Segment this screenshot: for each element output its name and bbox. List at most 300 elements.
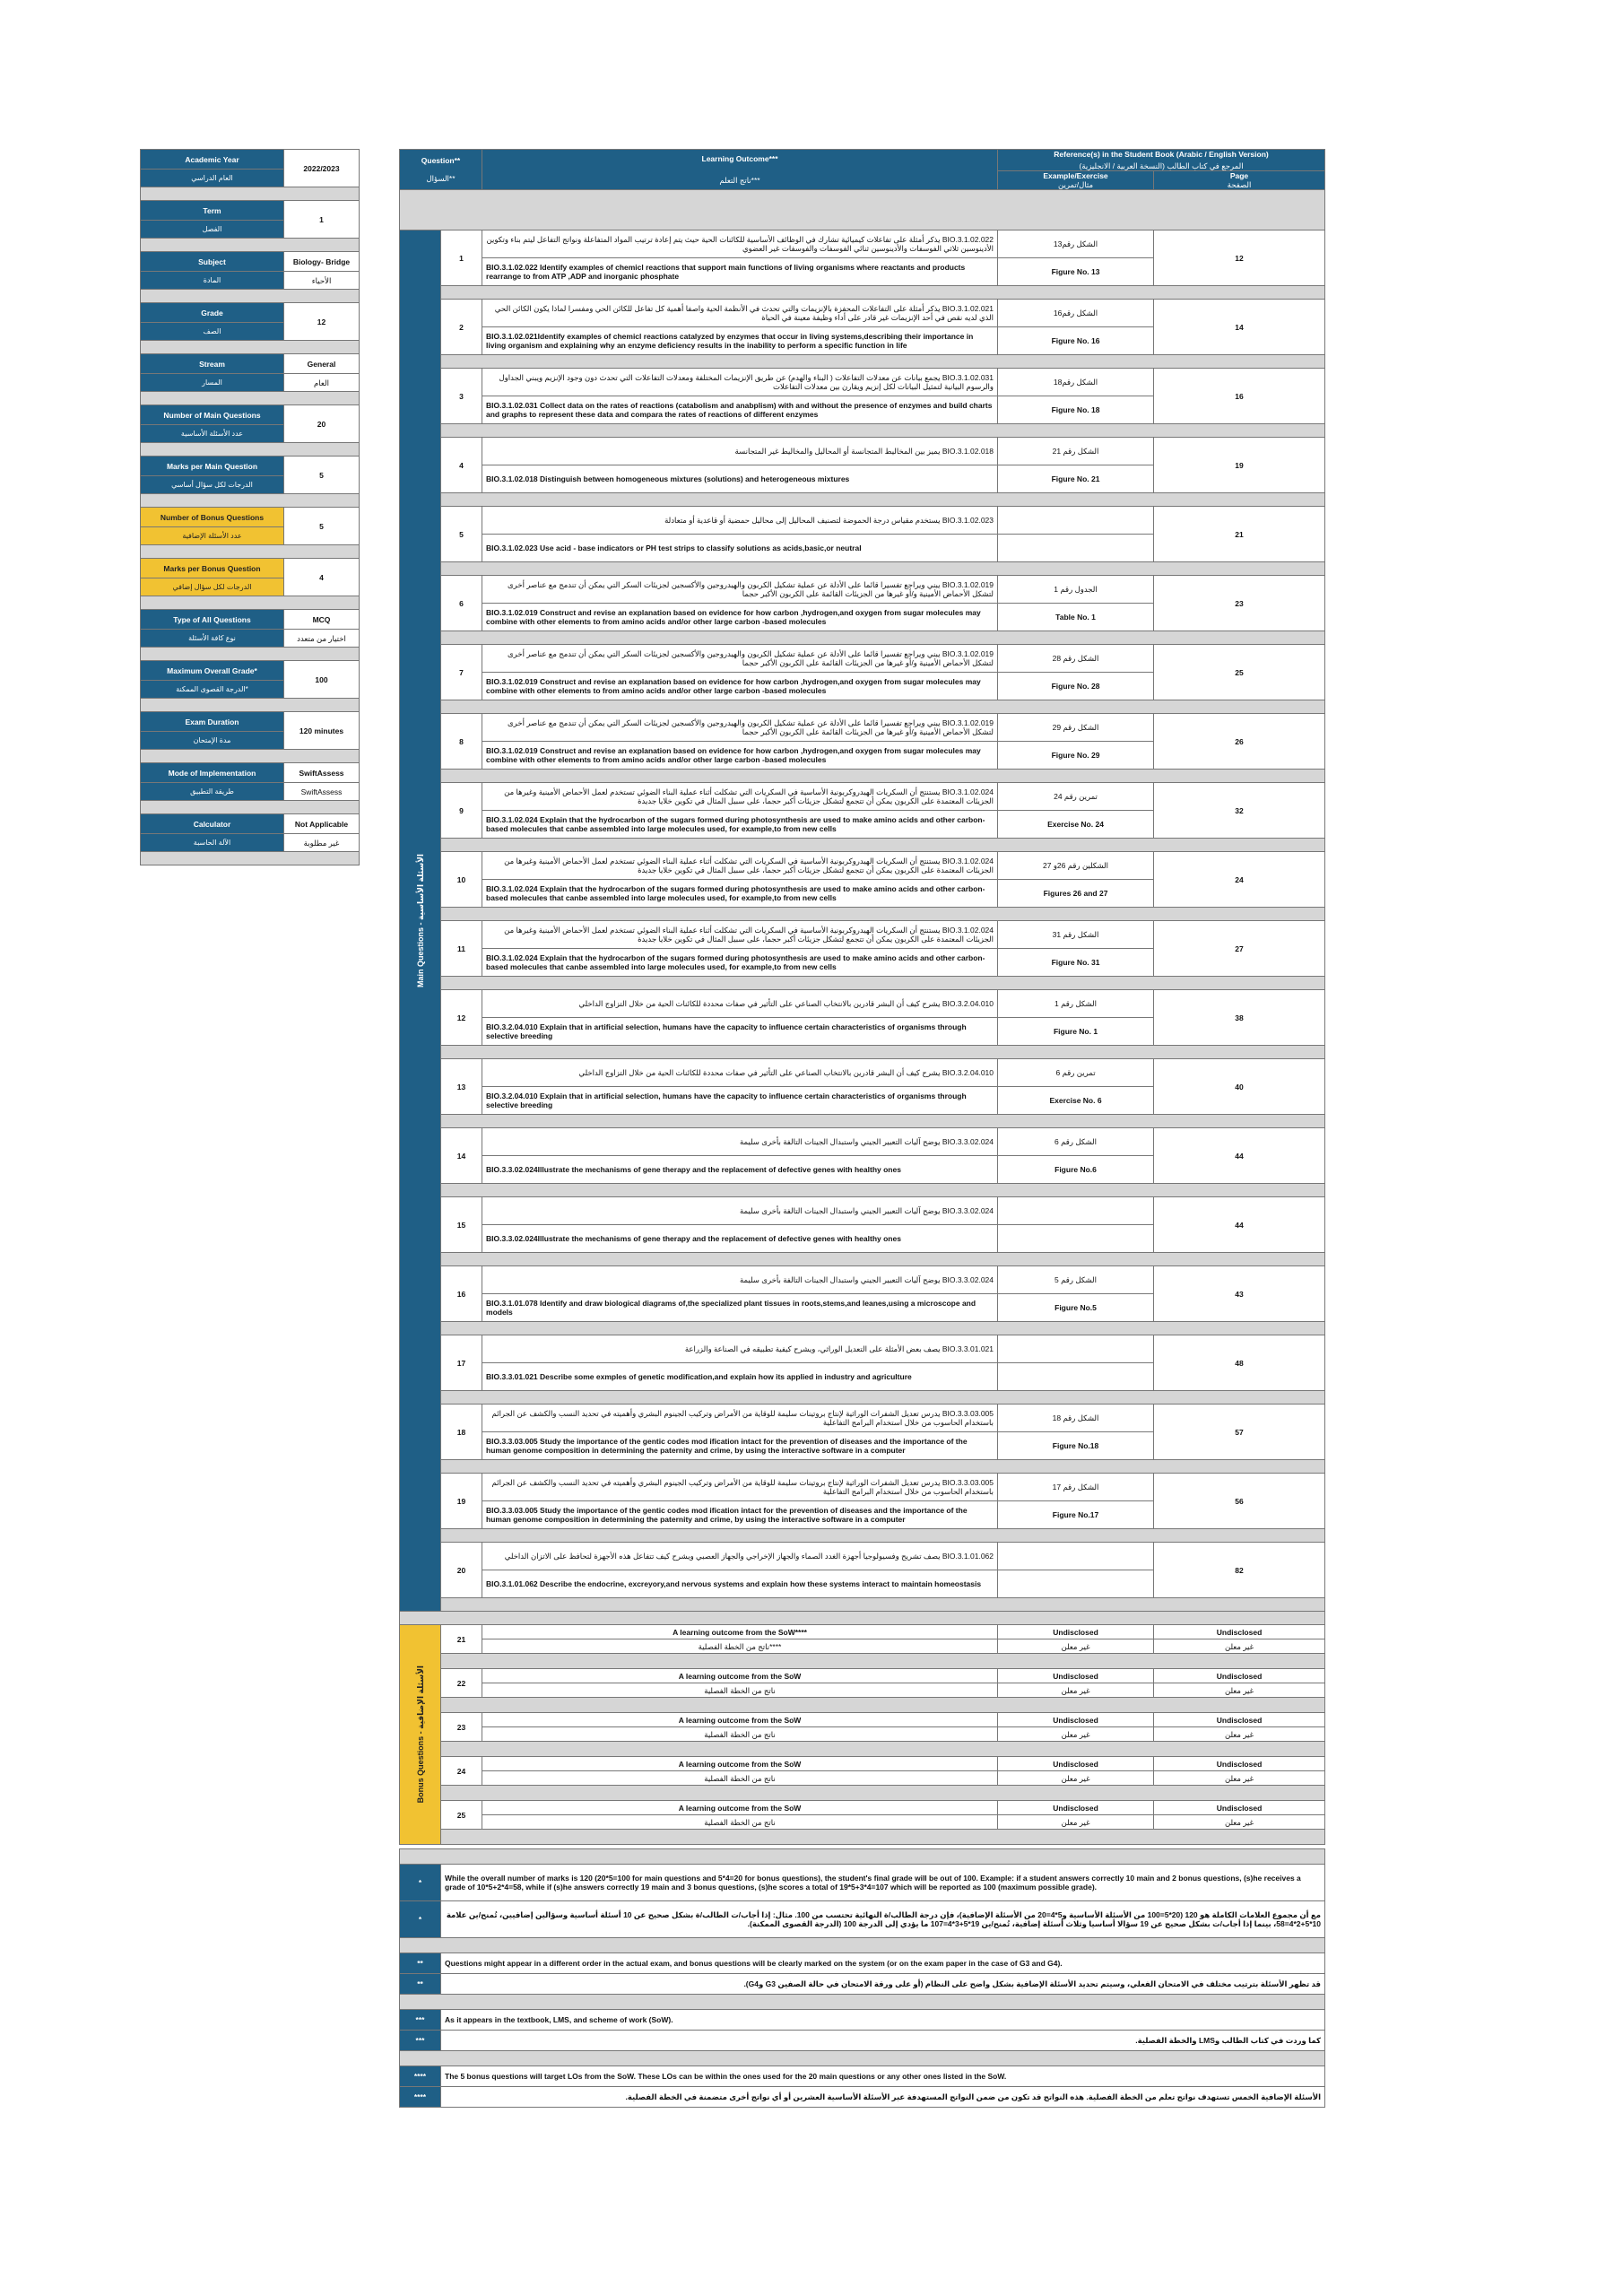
- question-number: 25: [441, 1801, 482, 1830]
- page-number: 16: [1154, 369, 1325, 424]
- page-number: 43: [1154, 1266, 1325, 1322]
- bonus-row: [400, 1757, 1325, 1771]
- page-number: 38: [1154, 990, 1325, 1046]
- learning-outcome-ar: BIO.3.1.02.024 يستنتج أن السكريات الهيدروكربونية الأساسية في السكريات التي تشكلت أثناء عملية البناء الضوئي تستخدم لعمل الأحماض الأمينية وغيرها من الجزيئات المعتمدة على الكربون يمكن أن تتجمع لتشكل جزيئات أكبر حجما، على سبيل المثال في تكوين خلايا جديدة: [482, 783, 998, 811]
- learning-outcome-en: BIO.3.3.02.024Illustrate the mechanisms of gene therapy and the replacement of defective genes with healthy ones: [482, 1225, 998, 1253]
- question-number: 3: [441, 369, 482, 424]
- example-ar: الشكل رقم 5: [998, 1266, 1154, 1294]
- learning-outcome-en: BIO.3.1.01.078 Identify and draw biological diagrams of,the specialized plant tissues in roots,stems,and leanes,using a microscope and models: [482, 1294, 998, 1322]
- page-number: 26: [1154, 714, 1325, 770]
- learning-outcome-en: BIO.3.1.02.024 Explain that the hydrocarbon of the sugars formed during photosynthesis are used to make amino acids and other carbon-based molecules that canbe assembled into large molecules used, for example,to from new cells: [482, 949, 998, 977]
- learning-outcome-en: BIO.3.2.04.010 Explain that in artificial selection, humans have the capacity to influence certain characteristics of organisms through selective breeding: [482, 1018, 998, 1046]
- learning-outcome-ar: BIO.3.1.02.019 يبني ويراجع تفسيرا قائما على الأدلة عن عملية تشكيل الكربون والهيدروجين والأكسجين لجزيئات السكر التي يمكن أن تندمج مع عناصر أخرى لتشكل الأحماض الأمينية و/أو غيرها من الجزيئات القائمة على الكربون الأكبر حجما: [482, 714, 998, 742]
- question-row: [400, 1059, 1325, 1087]
- question-row: [400, 645, 1325, 673]
- example-en: Exercise No. 6: [998, 1087, 1154, 1115]
- learning-outcome-en: BIO.3.1.02.024 Explain that the hydrocarbon of the sugars formed during photosynthesis are used to make amino acids and other carbon-based molecules that canbe assembled into large molecules used, for example,to from new cells: [482, 880, 998, 908]
- note-marker: **: [400, 1974, 441, 1995]
- page-number: 44: [1154, 1197, 1325, 1253]
- example-ar: الشكل رقم16: [998, 300, 1154, 327]
- spacer-row: [441, 1046, 1325, 1059]
- learning-outcome-ar: ناتج من الخطة الفصلية****: [482, 1639, 998, 1654]
- example-ar: الشكل رقم 1: [998, 990, 1154, 1018]
- example-ar: غير معلن: [998, 1727, 1154, 1742]
- spacer-row: [141, 392, 360, 405]
- info-label-ar: الدرجة القصوى الممكنة*: [141, 681, 284, 699]
- learning-outcome-ar: BIO.3.3.02.024 يوضح آليات التعبير الجيني واستبدال الجينات التالفة بأخرى سليمة: [482, 1128, 998, 1156]
- note-en: Questions might appear in a different order in the actual exam, and bonus questions will be clearly marked on the system (or on the exam paper in the case of G3 and G4).: [441, 1953, 1325, 1974]
- note-row-ar: [400, 2031, 1325, 2051]
- bonus-row: [400, 1713, 1325, 1727]
- info-label-ar: الآلة الحاسبة: [141, 834, 284, 852]
- spacer-row: [441, 424, 1325, 438]
- note-ar: الأسئلة الإضافية الخمس تستهدف نواتج تعلم من الخطة الفصلية. هذه النواتج قد تكون من ضمن النواتج المستهدفة عبر الأسئلة الأساسية العشرين أو أي نواتج أخرى متضمنة في الخطة الفصلية.: [441, 2087, 1325, 2108]
- bonus-questions-label: [400, 1625, 441, 1845]
- question-number: 12: [441, 990, 482, 1046]
- example-en: Figure No.5: [998, 1294, 1154, 1322]
- question-row: [400, 1128, 1325, 1156]
- example-ar: الشكل رقم13: [998, 230, 1154, 258]
- example-ar: [998, 1335, 1154, 1363]
- spacer-row: [441, 839, 1325, 852]
- info-value: SwiftAssess: [284, 763, 360, 783]
- info-value: Biology- Bridge: [284, 252, 360, 272]
- spacer-row: [441, 1654, 1325, 1669]
- exam-info-panel: [140, 149, 360, 865]
- info-label-ar: العام الدراسي: [141, 170, 284, 187]
- info-label: Term: [141, 201, 284, 221]
- note-en: While the overall number of marks is 120 (20*5=100 for main questions and 5*4=20 for bonus questions), the student's final grade will be out of 100. Example: if a student answers correctly 10 main and 2 bonus questions, (s)he receives a grade of 10*5+2*4=58, while if (s)he answers correctly 19 main and 3 bonus questions, (s)he scores a total of 19*5+3*4=107 which will be reported as 100 (maximum possible grade).: [441, 1865, 1325, 1901]
- note-marker: ***: [400, 2010, 441, 2031]
- question-row: [400, 990, 1325, 1018]
- bonus-row: [400, 1801, 1325, 1815]
- learning-outcome-ar: BIO.3.3.03.005 يدرس تعديل الشفرات الوراثية لإنتاج بروتينات سليمة للوقاية من الأمراض وتركيب الجينوم البشري وأهميته في تحديد النسب والكشف عن الجرائم باستخدام الحاسوب من خلال استخدام البرامج التفاعلية: [482, 1405, 998, 1432]
- note-row-ar: [400, 1901, 1325, 1938]
- learning-outcome-ar: BIO.3.1.02.023 يستخدم مقياس درجة الحموضة لتصنيف المحاليل إلى محاليل حمضية أو قاعدية أو متعادلة: [482, 507, 998, 535]
- learning-outcome-en: BIO.3.2.04.010 Explain that in artificial selection, humans have the capacity to influence certain characteristics of organisms through selective breeding: [482, 1087, 998, 1115]
- spacer-row: [141, 545, 360, 559]
- spacer-row: [441, 1391, 1325, 1405]
- example-ar: [998, 507, 1154, 535]
- page-ar: غير معلن: [1154, 1815, 1325, 1830]
- question-row: [400, 1335, 1325, 1363]
- page-number: 48: [1154, 1335, 1325, 1391]
- question-row: [400, 921, 1325, 949]
- example-ar: تمرين رقم 6: [998, 1059, 1154, 1087]
- page-number: 21: [1154, 507, 1325, 562]
- spacer-row: [441, 1598, 1325, 1612]
- spacer-row: [441, 1786, 1325, 1801]
- reference-header: Reference(s) in the Student Book (Arabic / English Version) المرجع في كتاب الطالب (النسخة العربية / الانجليزية): [998, 150, 1325, 171]
- spacer-row: [441, 1830, 1325, 1845]
- note-marker: **: [400, 1953, 441, 1974]
- spacer-row: [441, 1460, 1325, 1474]
- example-en: Figure No. 13: [998, 258, 1154, 286]
- spacer-row: [141, 187, 360, 201]
- note-row-ar: [400, 2087, 1325, 2108]
- example-en: Undisclosed: [998, 1669, 1154, 1683]
- spacer-row: [441, 977, 1325, 990]
- example-ar: غير معلن: [998, 1815, 1154, 1830]
- info-label-ar: مدة الإمتحان: [141, 732, 284, 750]
- info-label-ar: الصف: [141, 323, 284, 341]
- page-number: 44: [1154, 1128, 1325, 1184]
- learning-outcome-header: Learning Outcome*** ناتج التعلم***: [482, 150, 998, 190]
- spacer-row: [400, 1938, 1325, 1953]
- spacer-row: [400, 2051, 1325, 2066]
- example-en: [998, 1363, 1154, 1391]
- bonus-row-ar: [400, 1815, 1325, 1830]
- info-label-ar: نوع كافة الأسئلة: [141, 630, 284, 648]
- spacer-row: [400, 1995, 1325, 2010]
- learning-outcome-en: A learning outcome from the SoW: [482, 1801, 998, 1815]
- info-value-ar: SwiftAssess: [284, 783, 360, 801]
- info-label: Number of Bonus Questions: [141, 508, 284, 527]
- info-value: 120 minutes: [284, 712, 360, 750]
- learning-outcome-en: BIO.3.1.02.019 Construct and revise an explanation based on evidence for how carbon ,hydrogen,and oxygen from sugar molecules may combine with other elements to from amino acids and/or other large carbon -based molecules: [482, 673, 998, 700]
- bonus-row-ar: [400, 1683, 1325, 1698]
- question-row: [400, 783, 1325, 811]
- example-en: Figure No. 31: [998, 949, 1154, 977]
- example-en: [998, 535, 1154, 562]
- learning-outcome-ar: BIO.3.1.02.022 يذكر أمثلة على تفاعلات كيميائية تشارك في الوظائف الأساسية للكائنات الحية حيث يتم إعادة ترتيب المواد المتفاعلة ونواتج التفاعل ليتم بناء وتكوين الأدينوسين ثلاثي الفوسفات والأدينوسين ثنائي الفوسفات والفوسفات غير العضوي: [482, 230, 998, 258]
- page-en: Undisclosed: [1154, 1669, 1325, 1683]
- info-label-ar: عدد الأسئلة الأساسية: [141, 425, 284, 443]
- example-ar: [998, 1543, 1154, 1570]
- info-value-ar: اختيار من متعدد: [284, 630, 360, 648]
- info-label: Calculator: [141, 814, 284, 834]
- note-row: [400, 1953, 1325, 1974]
- info-label: Type of All Questions: [141, 610, 284, 630]
- question-number: 13: [441, 1059, 482, 1115]
- spacer-row: [441, 355, 1325, 369]
- learning-outcome-en: BIO.3.3.02.024Illustrate the mechanisms of gene therapy and the replacement of defective genes with healthy ones: [482, 1156, 998, 1184]
- spacer-row: [441, 1184, 1325, 1197]
- main-questions-text: Main Questions - الأسئلة الأساسية: [415, 854, 425, 987]
- learning-outcome-ar: BIO.3.3.02.024 يوضح آليات التعبير الجيني واستبدال الجينات التالفة بأخرى سليمة: [482, 1266, 998, 1294]
- example-en: Figure No.6: [998, 1156, 1154, 1184]
- notes-table: [399, 1848, 1325, 2108]
- learning-outcome-ar: ناتج من الخطة الفصلية: [482, 1683, 998, 1698]
- spacer-row: [441, 1529, 1325, 1543]
- question-number: 24: [441, 1757, 482, 1786]
- info-label-ar: الدرجات لكل سؤال إضافي: [141, 578, 284, 596]
- page-number: 27: [1154, 921, 1325, 977]
- example-ar: غير معلن: [998, 1683, 1154, 1698]
- example-en: Undisclosed: [998, 1625, 1154, 1639]
- example-ar: الشكل رقم 17: [998, 1474, 1154, 1501]
- example-en: [998, 1225, 1154, 1253]
- learning-outcome-ar: BIO.3.2.04.010 يشرح كيف أن البشر قادرين بالانتخاب الصناعي على التأثير في صفات محددة للكائنات الحية من خلال التزاوج الداخلي: [482, 1059, 998, 1087]
- learning-outcome-en: A learning outcome from the SoW****: [482, 1625, 998, 1639]
- page-number: 24: [1154, 852, 1325, 908]
- example-en: [998, 1570, 1154, 1598]
- page-ar: غير معلن: [1154, 1639, 1325, 1654]
- question-number: 16: [441, 1266, 482, 1322]
- page-header: Page الصفحة: [1154, 171, 1325, 190]
- learning-outcome-ar: BIO.3.1.02.019 يبني ويراجع تفسيرا قائما على الأدلة عن عملية تشكيل الكربون والهيدروجين والأكسجين لجزيئات السكر التي يمكن أن تندمج مع عناصر أخرى لتشكل الأحماض الأمينية و/أو غيرها من الجزيئات القائمة على الكربون الأكبر حجما: [482, 645, 998, 673]
- note-marker: ****: [400, 2087, 441, 2108]
- question-number: 15: [441, 1197, 482, 1253]
- question-number: 8: [441, 714, 482, 770]
- example-en: Figure No.17: [998, 1501, 1154, 1529]
- page-ar: غير معلن: [1154, 1771, 1325, 1786]
- info-value: Not Applicable: [284, 814, 360, 834]
- info-label-ar: الدرجات لكل سؤال أساسي: [141, 476, 284, 494]
- page-en: Undisclosed: [1154, 1625, 1325, 1639]
- question-number: 6: [441, 576, 482, 631]
- info-label: Number of Main Questions: [141, 405, 284, 425]
- learning-outcome-en: BIO.3.1.02.018 Distinguish between homogeneous mixtures (solutions) and heterogeneous mixtures: [482, 465, 998, 493]
- question-row: [400, 1474, 1325, 1501]
- question-number: 9: [441, 783, 482, 839]
- spacer-row: [441, 286, 1325, 300]
- spacer-row: [441, 631, 1325, 645]
- learning-outcome-ar: BIO.3.2.04.010 يشرح كيف أن البشر قادرين بالانتخاب الصناعي على التأثير في صفات محددة للكائنات الحية من خلال التزاوج الداخلي: [482, 990, 998, 1018]
- note-en: The 5 bonus questions will target LOs from the SoW. These LOs can be within the ones used for the 20 main questions or any other ones listed in the SoW.: [441, 2066, 1325, 2087]
- learning-outcome-ar: BIO.3.1.02.024 يستنتج أن السكريات الهيدروكربونية الأساسية في السكريات التي تشكلت أثناء عملية البناء الضوئي تستخدم لعمل الأحماض الأمينية وغيرها من الجزيئات المعتمدة على الكربون يمكن أن تتجمع لتشكل جزيئات أكبر حجما، على سبيل المثال في تكوين خلايا جديدة: [482, 921, 998, 949]
- question-row: [400, 1405, 1325, 1432]
- bonus-row: [400, 1669, 1325, 1683]
- page-number: 40: [1154, 1059, 1325, 1115]
- learning-outcome-en: BIO.3.1.02.031 Collect data on the rates of reactions (catabolism and anabplism) with and without the presence of enzymes and build charts and graphs to represent these data and compara the rates of reactions of different enzymes: [482, 396, 998, 424]
- example-en: Figure No. 18: [998, 396, 1154, 424]
- example-ar: الشكل رقم 29: [998, 714, 1154, 742]
- question-number: 23: [441, 1713, 482, 1742]
- spacer-row: [141, 443, 360, 457]
- info-value: 1: [284, 201, 360, 239]
- question-row: [400, 300, 1325, 327]
- question-number: 11: [441, 921, 482, 977]
- example-en: Undisclosed: [998, 1801, 1154, 1815]
- example-en: Undisclosed: [998, 1757, 1154, 1771]
- learning-outcome-ar: BIO.3.1.02.018 يميز بين المخاليط المتجانسة أو المحاليل والمخاليط غير المتجانسة: [482, 438, 998, 465]
- learning-outcome-ar: BIO.3.1.02.031 يجمع بيانات عن معدلات التفاعلات ( البناء والهدم) عن طريق الإنزيمات المختلفة ومعدلات التفاعلات التي تحدث دون وجود الإنزيم ويبني الجداول والرسوم البيانية لتمثيل البيانات لكل إنزيم ويقارن بين معدلات التفاعلات: [482, 369, 998, 396]
- question-number: 19: [441, 1474, 482, 1529]
- info-label: Maximum Overall Grade*: [141, 661, 284, 681]
- page-number: 23: [1154, 576, 1325, 631]
- question-number: 2: [441, 300, 482, 355]
- info-label: Stream: [141, 354, 284, 374]
- learning-outcome-ar: BIO.3.3.03.005 يدرس تعديل الشفرات الوراثية لإنتاج بروتينات سليمة للوقاية من الأمراض وتركيب الجينوم البشري وأهميته في تحديد النسب والكشف عن الجرائم باستخدام الحاسوب من خلال استخدام البرامج التفاعلية: [482, 1474, 998, 1501]
- note-row: [400, 2066, 1325, 2087]
- spacer-row: [441, 908, 1325, 921]
- example-ar: الشكل رقم 31: [998, 921, 1154, 949]
- spacer-row: [141, 341, 360, 354]
- note-ar: كما وردت في كتاب الطالب وLMS والخطة الفصلية.: [441, 2031, 1325, 2051]
- learning-outcome-ar: ناتج من الخطة الفصلية: [482, 1771, 998, 1786]
- spacer-row: [441, 1115, 1325, 1128]
- learning-outcome-ar: ناتج من الخطة الفصلية: [482, 1727, 998, 1742]
- spacer-row: [441, 1253, 1325, 1266]
- page-number: 32: [1154, 783, 1325, 839]
- example-ar: الشكل رقم 6: [998, 1128, 1154, 1156]
- learning-outcome-en: BIO.3.1.02.021Identify examples of chemicl reactions catalyzed by enzymes that occur in living systems,describing their importance in living organism and explaining why an enzyme deficiency results in the inability to perform a specific function in life: [482, 327, 998, 355]
- spacer-row: [141, 801, 360, 814]
- info-label-ar: المادة: [141, 272, 284, 290]
- info-value: 5: [284, 457, 360, 494]
- note-marker: *: [400, 1865, 441, 1901]
- info-value: 2022/2023: [284, 150, 360, 187]
- example-en: Figure No. 21: [998, 465, 1154, 493]
- info-value-ar: الأحياء: [284, 272, 360, 290]
- example-ar: الشكل رقم 21: [998, 438, 1154, 465]
- question-number: 10: [441, 852, 482, 908]
- learning-outcome-en: A learning outcome from the SoW: [482, 1757, 998, 1771]
- note-ar: قد تظهر الأسئلة بترتيب مختلف في الامتحان الفعلي، وسيتم تحديد الأسئلة الإضافية بشكل واضح على النظام (أو على ورقة الامتحان في حالة الصفين G3 وG4).: [441, 1974, 1325, 1995]
- spacer-row: [141, 239, 360, 252]
- page-en: Undisclosed: [1154, 1801, 1325, 1815]
- spacer-row: [141, 494, 360, 508]
- info-value-ar: غير مطلوبة: [284, 834, 360, 852]
- spacer-row: [441, 1742, 1325, 1757]
- page-number: 56: [1154, 1474, 1325, 1529]
- learning-outcome-en: BIO.3.1.02.023 Use acid - base indicators or PH test strips to classify solutions as acids,basic,or neutral: [482, 535, 998, 562]
- example-ar: [998, 1197, 1154, 1225]
- question-number: 5: [441, 507, 482, 562]
- example-ar: تمرين رقم 24: [998, 783, 1154, 811]
- example-ar: غير معلن: [998, 1771, 1154, 1786]
- bonus-row-ar: [400, 1771, 1325, 1786]
- page-number: 25: [1154, 645, 1325, 700]
- question-row: [400, 576, 1325, 604]
- question-number: 20: [441, 1543, 482, 1598]
- question-row: [400, 1197, 1325, 1225]
- info-label: Academic Year: [141, 150, 284, 170]
- page-number: 19: [1154, 438, 1325, 493]
- page-number: 82: [1154, 1543, 1325, 1598]
- question-row: [400, 852, 1325, 880]
- bonus-questions-text: Bonus Questions - الأسئلة الإضافية: [415, 1665, 425, 1804]
- spacer-row: [441, 562, 1325, 576]
- info-value: 12: [284, 303, 360, 341]
- info-value: MCQ: [284, 610, 360, 630]
- note-row: [400, 2010, 1325, 2031]
- page-en: Undisclosed: [1154, 1757, 1325, 1771]
- spacer-row: [400, 1849, 1325, 1865]
- info-label: Subject: [141, 252, 284, 272]
- page-number: 12: [1154, 230, 1325, 286]
- spacer-row: [141, 648, 360, 661]
- example-ar: الشكل رقم18: [998, 369, 1154, 396]
- learning-outcome-en: BIO.3.1.02.022 Identify examples of chemicl reactions that support main functions of living organisms where reactants and products rearrange to from ATP ,ADP and inorganic phosphate: [482, 258, 998, 286]
- info-label: Marks per Main Question: [141, 457, 284, 476]
- question-number: 17: [441, 1335, 482, 1391]
- info-label-ar: عدد الأسئلة الإضافية: [141, 527, 284, 545]
- spacer-row: [400, 190, 1325, 230]
- learning-outcome-ar: BIO.3.1.02.019 يبني ويراجع تفسيرا قائما على الأدلة عن عملية تشكيل الكربون والهيدروجين والأكسجين لجزيئات السكر التي يمكن أن تندمج مع عناصر أخرى لتشكل الأحماض الأمينية و/أو غيرها من الجزيئات القائمة على الكربون الأكبر حجما: [482, 576, 998, 604]
- bonus-row: [400, 1625, 1325, 1639]
- learning-outcome-en: A learning outcome from the SoW: [482, 1713, 998, 1727]
- example-en: Figure No. 16: [998, 327, 1154, 355]
- learning-outcome-ar: BIO.3.1.02.021 يذكر أمثلة على التفاعلات المحفزة بالإنزيمات والتي تحدث في الأنظمة الحية واصفا أهمية كل تفاعل للكائن الحي ومفسرا لماذا يكون الكائن الحي الذي لديه نقص في أحد الإنزيمات غير قادر على أداء وظيفة معينة في الحياة: [482, 300, 998, 327]
- info-value: 100: [284, 661, 360, 699]
- question-row: [400, 714, 1325, 742]
- spacer-row: [141, 750, 360, 763]
- question-header: Question** السؤال**: [400, 150, 482, 190]
- spacer-row: [441, 1698, 1325, 1713]
- info-value: 4: [284, 559, 360, 596]
- info-label-ar: طريقة التطبيق: [141, 783, 284, 801]
- learning-outcome-en: BIO.3.1.02.019 Construct and revise an explanation based on evidence for how carbon ,hydrogen,and oxygen from sugar molecules may combine with other elements to from amino acids and/or other large carbon -based molecules: [482, 604, 998, 631]
- example-en: Table No. 1: [998, 604, 1154, 631]
- note-ar: مع أن مجموع العلامات الكاملة هو 120 (20*5=100 من الأسئلة الأساسية و5*4=20 من الأسئلة الإضافية)، فإن درجة الطالب/ة النهائية تحتسب من 100. مثال: إذا أجاب/ت الطالب/ة بشكل صحيح عن 10 أسئلة أساسية وسؤالين إضافيين، تُمنح/ين علامة 10*5+2*4=58، بينما إذا أجاب/ت بشكل صحيح عن 19 سؤالا أساسيا وثلاث أسئلة إضافية، تُمنح/ين 19*5+3*4=107 ما يؤدي إلى الدرجة 100 (الدرجة القصوى الممكنة).: [441, 1901, 1325, 1938]
- learning-outcome-ar: BIO.3.3.01.021 يصف بعض الأمثلة على التعديل الوراثي، ويشرح كيفية تطبيقه في الصناعة والزراعة: [482, 1335, 998, 1363]
- learning-outcome-ar: BIO.3.1.02.024 يستنتج أن السكريات الهيدروكربونية الأساسية في السكريات التي تشكلت أثناء عملية البناء الضوئي تستخدم لعمل الأحماض الأمينية وغيرها من الجزيئات المعتمدة على الكربون يمكن أن تتجمع لتشكل جزيئات أكبر حجما، على سبيل المثال في تكوين خلايا جديدة: [482, 852, 998, 880]
- note-marker: ***: [400, 2031, 441, 2051]
- learning-outcome-ar: BIO.3.3.02.024 يوضح آليات التعبير الجيني واستبدال الجينات التالفة بأخرى سليمة: [482, 1197, 998, 1225]
- info-value: 5: [284, 508, 360, 545]
- example-ar: الشكلين رقم 26و 27: [998, 852, 1154, 880]
- spacer-row: [141, 290, 360, 303]
- note-marker: *: [400, 1901, 441, 1938]
- info-value: General: [284, 354, 360, 374]
- question-row: [400, 1266, 1325, 1294]
- note-marker: ****: [400, 2066, 441, 2087]
- example-en: Figure No. 28: [998, 673, 1154, 700]
- info-label: Marks per Bonus Question: [141, 559, 284, 578]
- main-questions-label: [400, 230, 441, 1612]
- info-value: 20: [284, 405, 360, 443]
- learning-outcome-en: BIO.3.1.01.062 Describe the endocrine, excreyory,and nervous systems and explain how these systems interact to maintain homeostasis: [482, 1570, 998, 1598]
- note-row-ar: [400, 1974, 1325, 1995]
- learning-outcome-en: BIO.3.1.02.019 Construct and revise an explanation based on evidence for how carbon ,hydrogen,and oxygen from sugar molecules may combine with other elements to from amino acids and/or other large carbon -based molecules: [482, 742, 998, 770]
- question-number: 14: [441, 1128, 482, 1184]
- page-ar: غير معلن: [1154, 1683, 1325, 1698]
- page-number: 57: [1154, 1405, 1325, 1460]
- learning-outcome-en: BIO.3.1.02.024 Explain that the hydrocarbon of the sugars formed during photosynthesis are used to make amino acids and other carbon-based molecules that canbe assembled into large molecules used, for example,to from new cells: [482, 811, 998, 839]
- info-label-ar: الفصل: [141, 221, 284, 239]
- example-header: Example/Exercise مثال/تمرين: [998, 171, 1154, 190]
- page-en: Undisclosed: [1154, 1713, 1325, 1727]
- example-ar: الجدول رقم 1: [998, 576, 1154, 604]
- example-ar: الشكل رقم 28: [998, 645, 1154, 673]
- page-ar: غير معلن: [1154, 1727, 1325, 1742]
- question-number: 18: [441, 1405, 482, 1460]
- learning-outcome-en: A learning outcome from the SoW: [482, 1669, 998, 1683]
- learning-outcome-en: BIO.3.3.03.005 Study the importance of the gentic codes mod ification intact for the prevention of diseases and the importance of the human genome composition in determining the paternity and crime, by using the interactive software in a computer: [482, 1501, 998, 1529]
- question-number: 1: [441, 230, 482, 286]
- info-label: Grade: [141, 303, 284, 323]
- bonus-row-ar: [400, 1727, 1325, 1742]
- learning-outcome-ar: ناتج من الخطة الفصلية: [482, 1815, 998, 1830]
- learning-outcome-ar: BIO.3.1.01.062 يصف تشريح وفسيولوجيا أجهزة الغدد الصماء والجهاز الإخراجي والجهاز العصبي ويشرح كيف تتفاعل هذه الأجهزة لتحافظ على الاتزان الداخلي: [482, 1543, 998, 1570]
- learning-outcome-en: BIO.3.3.03.005 Study the importance of the gentic codes mod ification intact for the prevention of diseases and the importance of the human genome composition in determining the paternity and crime, by using the interactive software in a computer: [482, 1432, 998, 1460]
- example-ar: الشكل رقم 18: [998, 1405, 1154, 1432]
- spacer-row: [441, 700, 1325, 714]
- note-en: As it appears in the textbook, LMS, and scheme of work (SoW).: [441, 2010, 1325, 2031]
- spacer-row: [441, 770, 1325, 783]
- question-row: [400, 369, 1325, 396]
- question-number: 21: [441, 1625, 482, 1654]
- spacer-row: [400, 1612, 1325, 1625]
- question-row: [400, 438, 1325, 465]
- spacer-row: [441, 1322, 1325, 1335]
- info-label: Exam Duration: [141, 712, 284, 732]
- example-en: Undisclosed: [998, 1713, 1154, 1727]
- example-en: Figure No. 29: [998, 742, 1154, 770]
- question-row: [400, 507, 1325, 535]
- spacer-row: [141, 596, 360, 610]
- example-en: Figures 26 and 27: [998, 880, 1154, 908]
- info-label: Mode of Implementation: [141, 763, 284, 783]
- learning-outcome-en: BIO.3.3.01.021 Describe some exmples of genetic modification,and explain how its applied in industry and agriculture: [482, 1363, 998, 1391]
- spacer-row: [141, 699, 360, 712]
- example-en: Exercise No. 24: [998, 811, 1154, 839]
- question-number: 7: [441, 645, 482, 700]
- bonus-row-ar: [400, 1639, 1325, 1654]
- note-row: [400, 1865, 1325, 1901]
